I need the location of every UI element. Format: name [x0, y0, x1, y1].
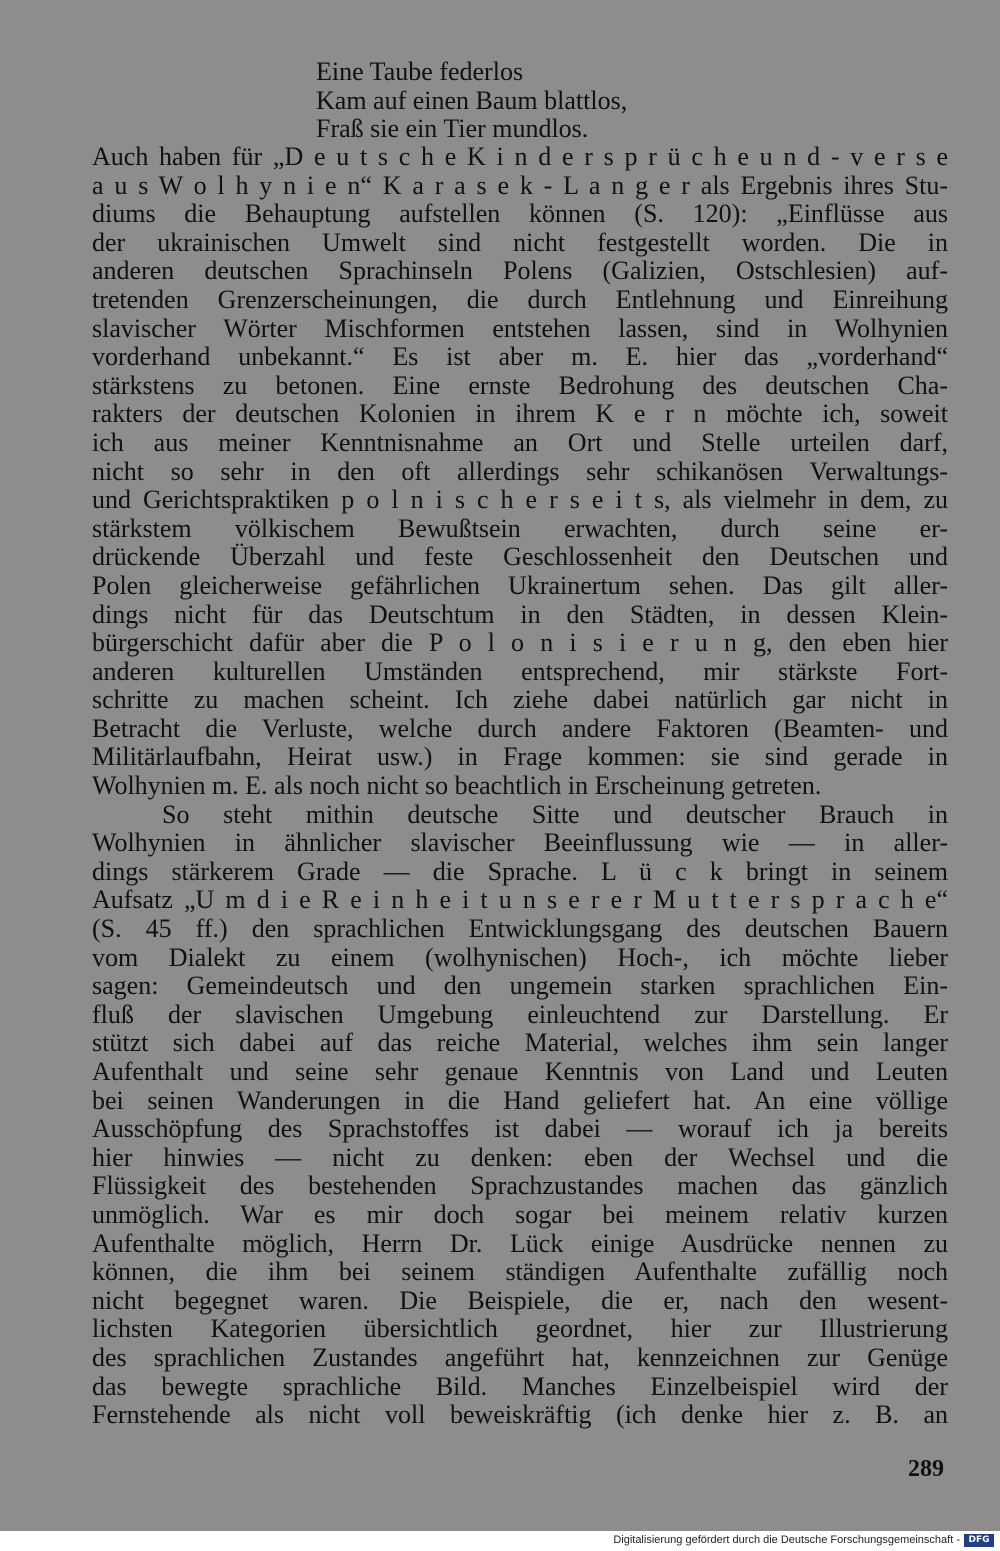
text-line: Wolhynien in ähnlicher slavischer Beeinflussung wie — in aller-	[92, 828, 948, 858]
dfg-logo: DFG	[964, 1534, 994, 1547]
text-line: vom Dialekt zu einem (wolhynischen) Hoch-, ich möchte lieber	[92, 942, 948, 972]
text-line: nicht begegnet waren. Die Beispiele, die er, nach den wesent-	[92, 1285, 948, 1315]
text-line: Ausschöpfung des Sprachstoffes ist dabei — worauf ich ja bereits	[92, 1114, 948, 1144]
funding-credit: Digitalisierung gefördert durch die Deutsche Forschungsgemeinschaft -	[613, 1534, 960, 1546]
text-line: rakters der deutschen Kolonien in ihrem K e r n möchte ich, soweit	[92, 399, 948, 429]
text-line: des sprachlichen Zustandes angeführt hat, kennzeichnen zur Genüge	[92, 1342, 948, 1372]
text-line: nicht so sehr in den oft allerdings sehr schikanösen Verwaltungs-	[92, 456, 948, 486]
paragraph	[92, 801, 948, 1430]
text-line: anderen deutschen Sprachinseln Polens (Galizien, Ostschlesien) auf-	[92, 256, 948, 286]
text-line: a u s W o l h y n i e n“ K a r a s e k - L a n g e r als Ergebnis ihres Stu-	[92, 170, 948, 200]
text-line: tretenden Grenzerscheinungen, die durch Entlehnung und Einreihung	[92, 284, 948, 314]
text-line: schritte zu machen scheint. Ich ziehe dabei natürlich gar nicht in	[92, 685, 948, 715]
verse-line: Eine Taube federlos	[316, 57, 524, 86]
text-line: können, die ihm bei seinem ständigen Aufenthalte zufällig noch	[92, 1257, 948, 1287]
text-line: slavischer Wörter Mischformen entstehen lassen, sind in Wolhynien	[92, 313, 948, 343]
text-line: diums die Behauptung aufstellen können (S. 120): „Einflüsse aus	[92, 199, 948, 229]
text-line: bei seinen Wanderungen in die Hand geliefert hat. An eine völlige	[92, 1085, 948, 1115]
text-line: Aufenthalte möglich, Herrn Dr. Lück einige Ausdrücke nennen zu	[92, 1228, 948, 1258]
text-line: anderen kulturellen Umständen entsprechend, mir stärkste Fort-	[92, 656, 948, 686]
text-line: ich aus meiner Kenntnisnahme an Ort und Stelle urteilen darf,	[92, 427, 948, 457]
text-line: Militärlaufbahn, Heirat usw.) in Frage kommen: sie sind gerade in	[92, 742, 948, 772]
text-line: So steht mithin deutsche Sitte und deutscher Brauch in	[162, 799, 948, 829]
text-line: der ukrainischen Umwelt sind nicht festgestellt worden. Die in	[92, 227, 948, 257]
text-line: Fernstehende als nicht voll beweiskräftig (ich denke hier z. B. an	[92, 1400, 948, 1430]
digitization-footer	[0, 1531, 1000, 1551]
text-line: Auch haben für „D e u t s c h e K i n d e r s p r ü c h e u n d - v e r s e	[92, 142, 948, 171]
text-line: vorderhand unbekannt.“ Es ist aber m. E. hier das „vorderhand“	[92, 342, 948, 372]
verse-line: Kam auf einen Baum blattlos,	[316, 85, 628, 115]
text-line: und Gerichtspraktiken p o l n i s c h e r s e i t s, als vielmehr in dem, zu	[92, 485, 948, 515]
text-line: lichsten Kategorien übersichtlich geordnet, hier zur Illustrierung	[92, 1314, 948, 1344]
text-line: das bewegte sprachliche Bild. Manches Einzelbeispiel wird der	[92, 1371, 948, 1401]
text-line: stärkstens zu betonen. Eine ernste Bedrohung des deutschen Cha-	[92, 370, 948, 400]
text-line: (S. 45 ff.) den sprachlichen Entwicklungsgang des deutschen Bauern	[92, 914, 948, 944]
text-line: Flüssigkeit des bestehenden Sprachzustandes machen das gänzlich	[92, 1171, 948, 1201]
text-line: sagen: Gemeindeutsch und den ungemein starken sprachlichen Ein-	[92, 971, 948, 1001]
text-line: Polen gleicherweise gefährlichen Ukrainertum sehen. Das gilt aller-	[92, 570, 948, 600]
body-text	[92, 143, 948, 1430]
text-line: dings nicht für das Deutschtum in den Städten, in dessen Klein-	[92, 599, 948, 629]
text-line: stärkstem völkischem Bewußtsein erwachten, durch seine er-	[92, 513, 948, 543]
verse-block	[316, 58, 627, 144]
text-line: dings stärkerem Grade — die Sprache. L ü c k bringt in seinem	[92, 856, 948, 886]
page-number: 289	[908, 1456, 944, 1482]
verse-line: Fraß sie ein Tier mundlos.	[316, 114, 589, 143]
text-line: hier hinwies — nicht zu denken: eben der Wechsel und die	[92, 1142, 948, 1172]
text-line: Betracht die Verluste, welche durch andere Faktoren (Beamten- und	[92, 713, 948, 743]
text-line: stützt sich dabei auf das reiche Material, welches ihm sein langer	[92, 1028, 948, 1058]
text-line: Aufenthalt und seine sehr genaue Kenntnis von Land und Leuten	[92, 1057, 948, 1086]
text-line: fluß der slavischen Umgebung einleuchtend zur Darstellung. Er	[92, 999, 948, 1029]
text-line: drückende Überzahl und feste Geschlossenheit den Deutschen und	[92, 542, 948, 572]
text-line: unmöglich. War es mir doch sogar bei meinem relativ kurzen	[92, 1199, 948, 1229]
text-line: Wolhynien m. E. als noch nicht so beachtlich in Erscheinung getreten.	[92, 771, 822, 801]
text-line: bürgerschicht dafür aber die P o l o n i s i e r u n g, den eben hier	[92, 628, 948, 658]
paragraph	[92, 143, 948, 801]
text-line: Aufsatz „U m d i e R e i n h e i t u n s e r e r M u t t e r s p r a c h e“	[92, 885, 948, 915]
